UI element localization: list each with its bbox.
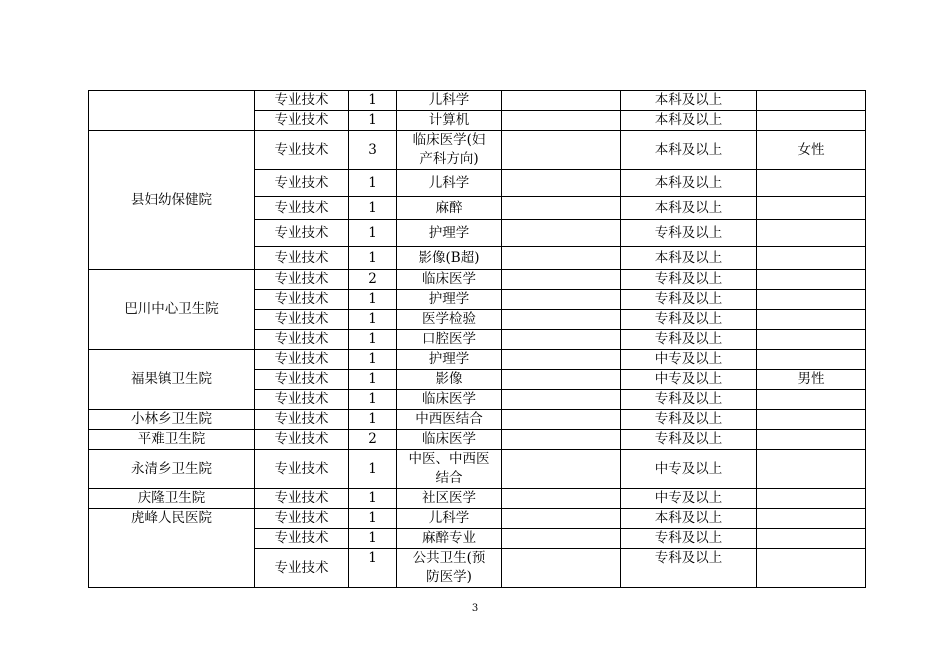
- category-cell: 专业技术: [255, 247, 349, 270]
- extra-cell: [502, 549, 621, 588]
- major-cell: 护理学: [397, 350, 502, 370]
- unit-cell: 小林乡卫生院: [89, 410, 255, 430]
- category-cell: 专业技术: [255, 310, 349, 330]
- note-cell: [757, 310, 866, 330]
- unit-cell: 县妇幼保健院: [89, 131, 255, 270]
- note-cell: [757, 430, 866, 450]
- extra-cell: [502, 350, 621, 370]
- education-cell: 专科及以上: [621, 430, 757, 450]
- count-cell: 3: [349, 131, 397, 170]
- category-cell: 专业技术: [255, 330, 349, 350]
- count-cell: 1: [349, 390, 397, 410]
- extra-cell: [502, 489, 621, 509]
- major-cell: 护理学: [397, 290, 502, 310]
- unit-cell: 巴川中心卫生院: [89, 270, 255, 350]
- count-cell: 1: [349, 450, 397, 489]
- table-body: [89, 91, 866, 588]
- education-cell: 本科及以上: [621, 170, 757, 197]
- note-cell: [757, 330, 866, 350]
- major-cell: 麻醉专业: [397, 529, 502, 549]
- education-cell: 本科及以上: [621, 131, 757, 170]
- note-cell: [757, 197, 866, 220]
- category-cell: 专业技术: [255, 131, 349, 170]
- education-cell: 专科及以上: [621, 220, 757, 247]
- extra-cell: [502, 450, 621, 489]
- table-row: [89, 131, 866, 170]
- major-cell: 影像: [397, 370, 502, 390]
- major-cell: 社区医学: [397, 489, 502, 509]
- note-cell: [757, 111, 866, 131]
- count-cell: 1: [349, 330, 397, 350]
- major-cell: 护理学: [397, 220, 502, 247]
- major-cell: 口腔医学: [397, 330, 502, 350]
- count-cell: 1: [349, 509, 397, 529]
- count-cell: 1: [349, 220, 397, 247]
- extra-cell: [502, 390, 621, 410]
- education-cell: 本科及以上: [621, 91, 757, 111]
- table-row: [89, 350, 866, 370]
- major-cell: 临床医学: [397, 270, 502, 290]
- extra-cell: [502, 410, 621, 430]
- note-cell: [757, 390, 866, 410]
- education-cell: 本科及以上: [621, 509, 757, 529]
- category-cell: 专业技术: [255, 290, 349, 310]
- category-cell: 专业技术: [255, 170, 349, 197]
- count-cell: 2: [349, 270, 397, 290]
- note-cell: [757, 170, 866, 197]
- extra-cell: [502, 509, 621, 529]
- unit-cell: 庆隆卫生院: [89, 489, 255, 509]
- note-cell: [757, 350, 866, 370]
- education-cell: 中专及以上: [621, 370, 757, 390]
- table-row: [89, 270, 866, 290]
- major-cell: 临床医学: [397, 430, 502, 450]
- category-cell: 专业技术: [255, 220, 349, 247]
- extra-cell: [502, 131, 621, 170]
- major-cell: 中西医结合: [397, 410, 502, 430]
- table-row: [89, 450, 866, 489]
- note-cell: 女性: [757, 131, 866, 170]
- major-cell: 麻醉: [397, 197, 502, 220]
- major-cell: 儿科学: [397, 170, 502, 197]
- count-cell: 1: [349, 549, 397, 588]
- note-cell: [757, 489, 866, 509]
- extra-cell: [502, 111, 621, 131]
- count-cell: 1: [349, 529, 397, 549]
- unit-cell: 福果镇卫生院: [89, 350, 255, 410]
- category-cell: 专业技术: [255, 350, 349, 370]
- extra-cell: [502, 197, 621, 220]
- education-cell: 专科及以上: [621, 310, 757, 330]
- count-cell: 1: [349, 111, 397, 131]
- education-cell: 本科及以上: [621, 247, 757, 270]
- extra-cell: [502, 270, 621, 290]
- education-cell: 本科及以上: [621, 111, 757, 131]
- note-cell: [757, 549, 866, 588]
- count-cell: 1: [349, 310, 397, 330]
- note-cell: [757, 247, 866, 270]
- note-cell: [757, 509, 866, 529]
- category-cell: 专业技术: [255, 270, 349, 290]
- category-cell: 专业技术: [255, 370, 349, 390]
- category-cell: 专业技术: [255, 197, 349, 220]
- note-cell: [757, 220, 866, 247]
- positions-table: [88, 90, 866, 588]
- education-cell: 专科及以上: [621, 290, 757, 310]
- category-cell: 专业技术: [255, 390, 349, 410]
- education-cell: 专科及以上: [621, 549, 757, 588]
- note-cell: [757, 290, 866, 310]
- table-row: [89, 489, 866, 509]
- extra-cell: [502, 310, 621, 330]
- count-cell: 1: [349, 370, 397, 390]
- count-cell: 1: [349, 290, 397, 310]
- extra-cell: [502, 370, 621, 390]
- count-cell: 1: [349, 247, 397, 270]
- note-cell: [757, 529, 866, 549]
- category-cell: 专业技术: [255, 430, 349, 450]
- major-cell: 医学检验: [397, 310, 502, 330]
- category-cell: 专业技术: [255, 91, 349, 111]
- unit-cell: 永清乡卫生院: [89, 450, 255, 489]
- major-cell: 儿科学: [397, 509, 502, 529]
- count-cell: 2: [349, 430, 397, 450]
- extra-cell: [502, 247, 621, 270]
- count-cell: 1: [349, 489, 397, 509]
- note-cell: [757, 91, 866, 111]
- education-cell: 专科及以上: [621, 330, 757, 350]
- count-cell: 1: [349, 410, 397, 430]
- table-row: [89, 91, 866, 111]
- unit-cell: [89, 91, 255, 131]
- education-cell: 本科及以上: [621, 197, 757, 220]
- education-cell: 中专及以上: [621, 450, 757, 489]
- extra-cell: [502, 290, 621, 310]
- note-cell: 男性: [757, 370, 866, 390]
- category-cell: 专业技术: [255, 111, 349, 131]
- table-row: [89, 509, 866, 529]
- education-cell: 中专及以上: [621, 489, 757, 509]
- unit-cell: 虎峰人民医院: [89, 509, 255, 588]
- extra-cell: [502, 170, 621, 197]
- major-cell: 临床医学: [397, 390, 502, 410]
- category-cell: 专业技术: [255, 410, 349, 430]
- education-cell: 专科及以上: [621, 270, 757, 290]
- count-cell: 1: [349, 197, 397, 220]
- education-cell: 专科及以上: [621, 410, 757, 430]
- education-cell: 专科及以上: [621, 390, 757, 410]
- education-cell: 专科及以上: [621, 529, 757, 549]
- category-cell: 专业技术: [255, 450, 349, 489]
- major-cell: 计算机: [397, 111, 502, 131]
- count-cell: 1: [349, 170, 397, 197]
- extra-cell: [502, 220, 621, 247]
- extra-cell: [502, 529, 621, 549]
- table-row: [89, 430, 866, 450]
- unit-cell: 平难卫生院: [89, 430, 255, 450]
- page-number: 3: [471, 603, 479, 614]
- major-cell: 儿科学: [397, 91, 502, 111]
- major-cell: 公共卫生(预防医学): [397, 549, 502, 588]
- note-cell: [757, 450, 866, 489]
- count-cell: 1: [349, 350, 397, 370]
- major-cell: 临床医学(妇产科方向): [397, 131, 502, 170]
- category-cell: 专业技术: [255, 549, 349, 588]
- major-cell: 影像(B超): [397, 247, 502, 270]
- note-cell: [757, 270, 866, 290]
- education-cell: 中专及以上: [621, 350, 757, 370]
- extra-cell: [502, 330, 621, 350]
- category-cell: 专业技术: [255, 489, 349, 509]
- table-row: [89, 410, 866, 430]
- extra-cell: [502, 91, 621, 111]
- category-cell: 专业技术: [255, 529, 349, 549]
- note-cell: [757, 410, 866, 430]
- major-cell: 中医、中西医结合: [397, 450, 502, 489]
- count-cell: 1: [349, 91, 397, 111]
- extra-cell: [502, 430, 621, 450]
- category-cell: 专业技术: [255, 509, 349, 529]
